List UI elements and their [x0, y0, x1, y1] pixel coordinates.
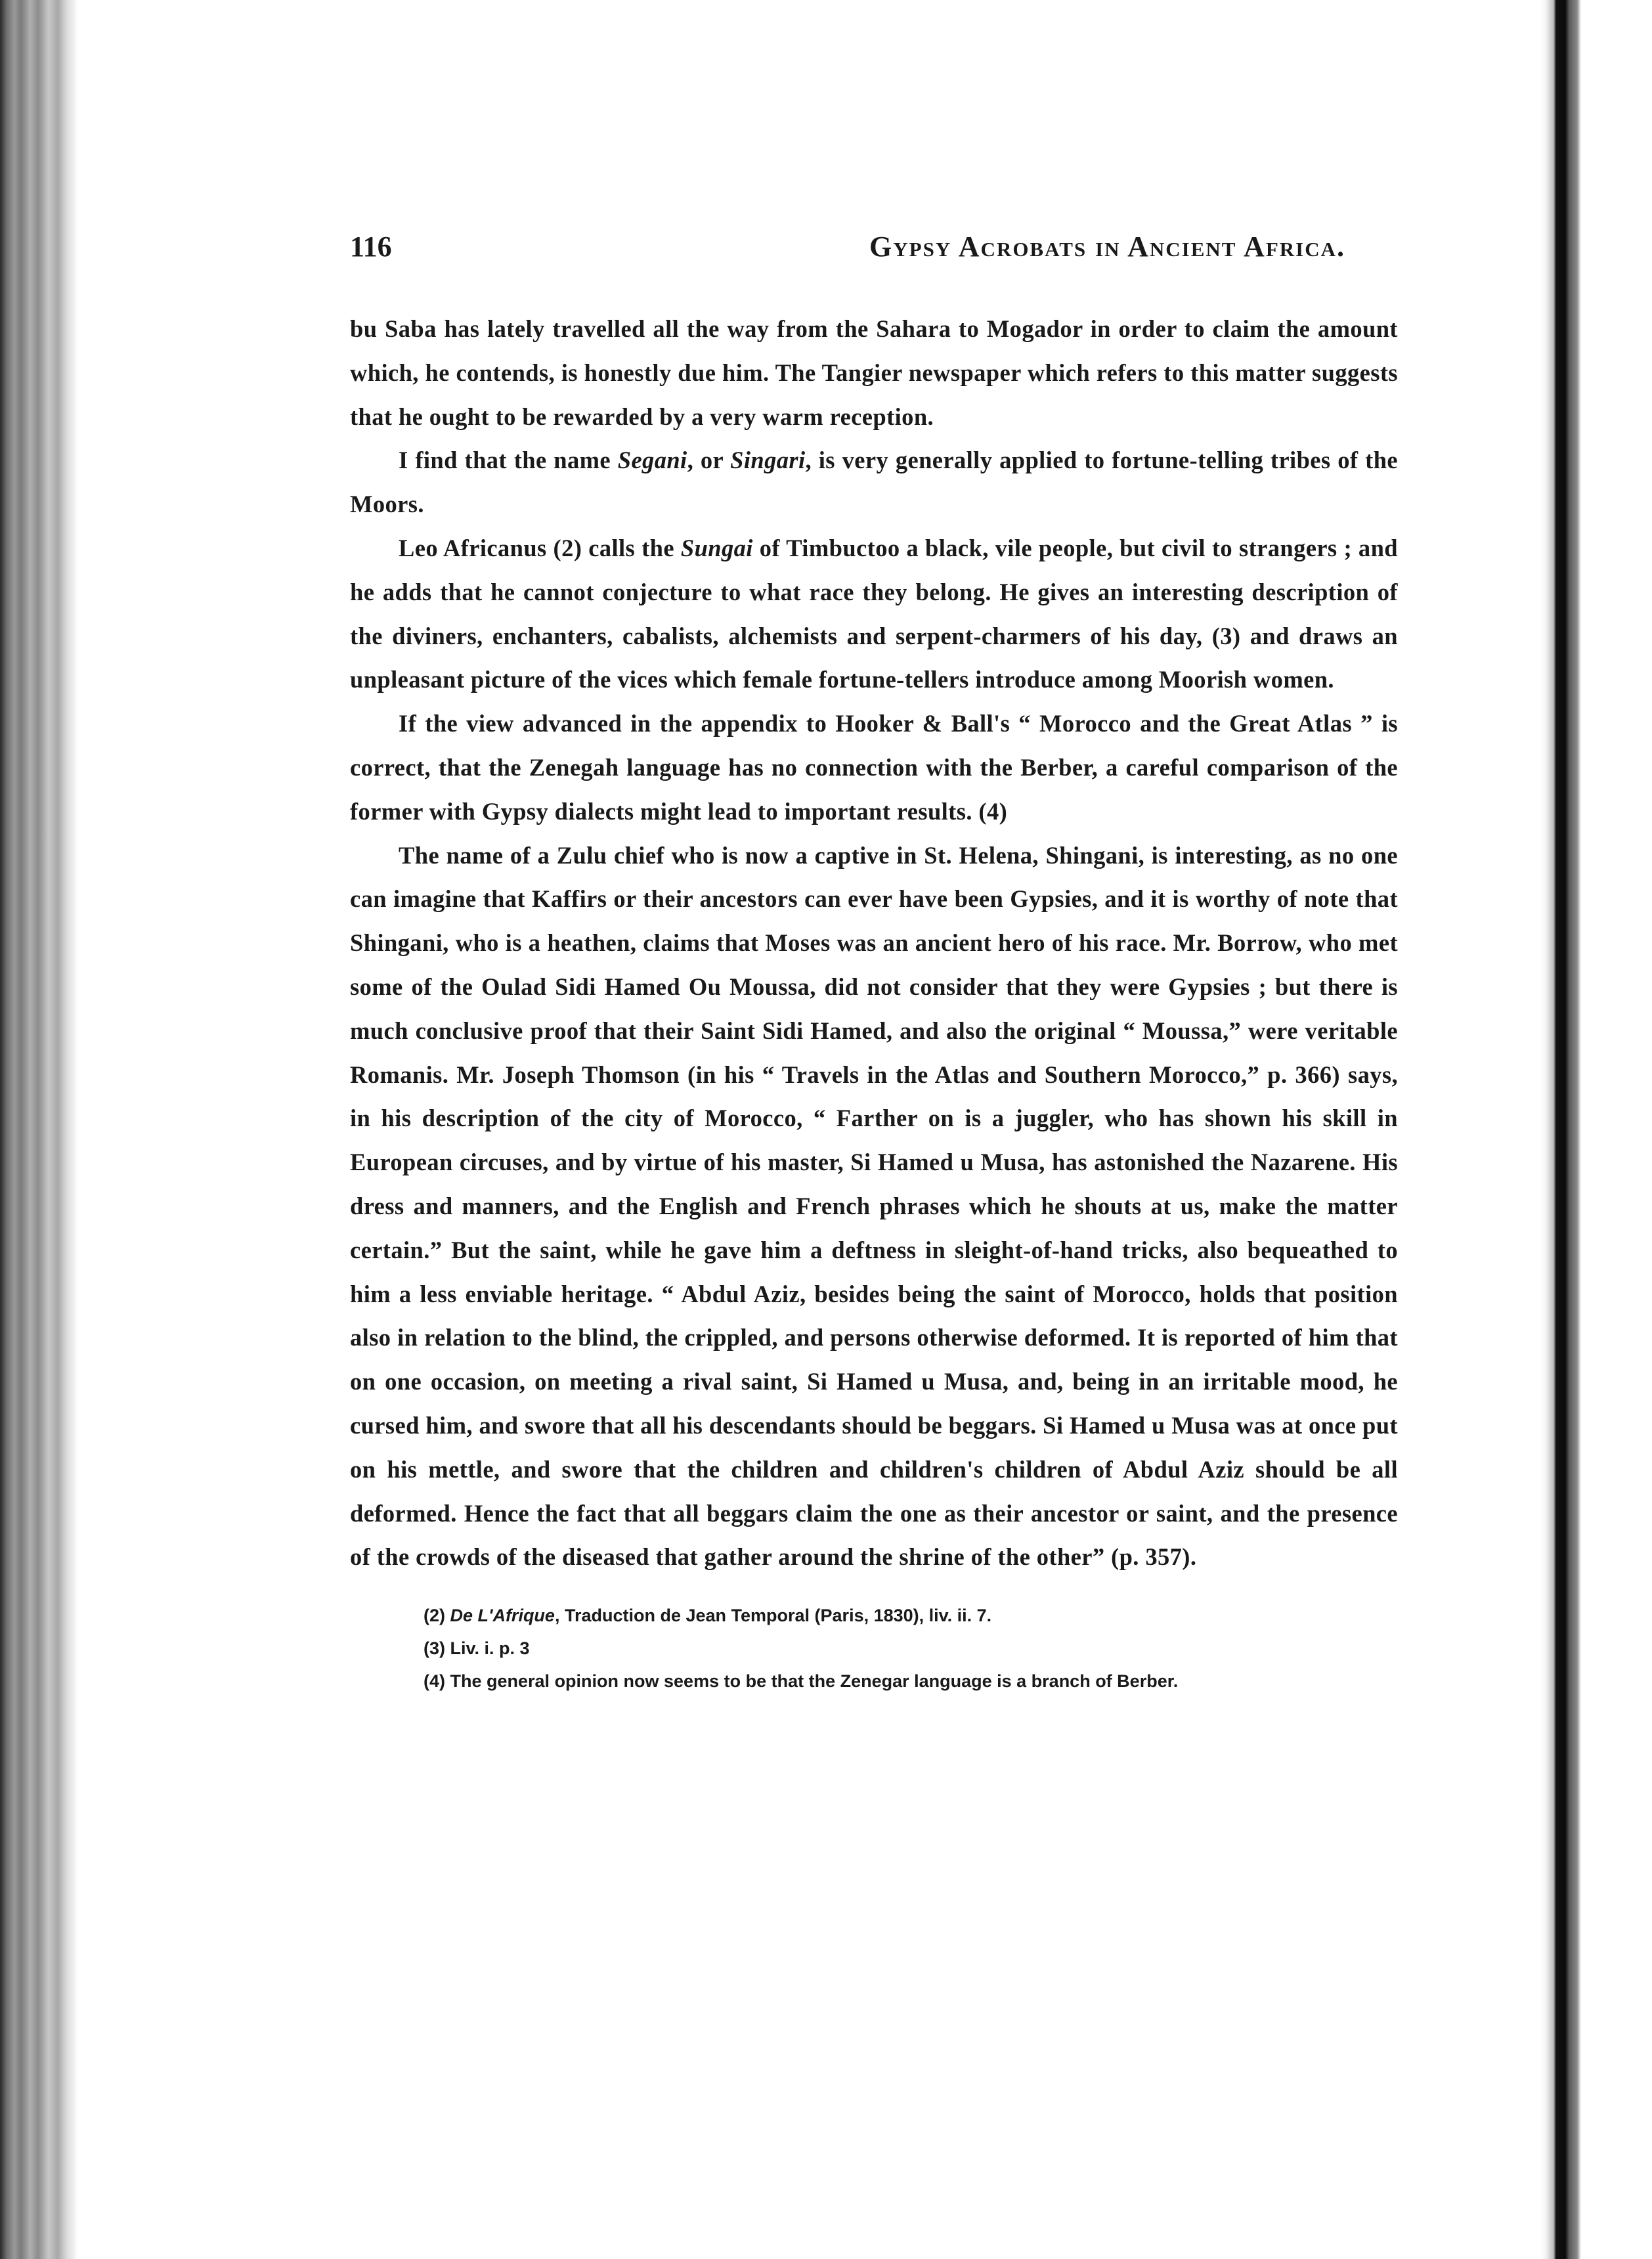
book-binding-edge — [0, 0, 77, 2259]
paragraph: Leo Africanus (2) calls the Sungai of Timbuctoo a black, vile people, but civil to strangers ; and he adds that he cannot conjecture to what race they belong. He gives an interesting description of the diviners, enchanters, cabalists, alchemists and serpent-charmers of his day, (3) and draws an unpleasant picture of the vices which female fortune-tellers introduce among Moorish women. — [350, 534, 1398, 693]
paragraph: bu Saba has lately travelled all the way from the Sahara to Mogador in order to claim the amount which, he contends, is honestly due him. The Tangier newspaper which refers to this matter suggests that he ought to be rewarded by a very warm reception. — [350, 315, 1398, 430]
italic-term: Segani — [617, 447, 687, 474]
footnote: (2) De L'Afrique, Traduction de Jean Temporal (Paris, 1830), liv. ii. 7. — [424, 1606, 992, 1626]
paragraph: If the view advanced in the appendix to Hooker & Ball's “ Morocco and the Great Atlas ” is correct, that the Zenegah language has no connection with the Berber, a careful comparison of the former with Gypsy dialects might lead to important results. (4) — [350, 710, 1398, 825]
footnote: (3) Liv. i. p. 3 — [424, 1638, 530, 1659]
paragraph: I find that the name Segani, or Singari, is very generally applied to fortune-telling tribes of the Moors. — [350, 447, 1398, 518]
footnote: (4) The general opinion now seems to be that the Zenegar language is a branch of Berber. — [424, 1671, 1179, 1692]
footnotes — [350, 1599, 1398, 1698]
page-header — [350, 230, 1398, 276]
running-title: Gypsy Acrobats in Ancient Africa. — [869, 230, 1345, 263]
page-number: 116 — [350, 230, 392, 263]
book-page-edge — [1540, 0, 1652, 2259]
italic-term: Singari — [730, 447, 806, 474]
italic-term: Sungai — [680, 534, 753, 561]
paragraph: The name of a Zulu chief who is now a captive in St. Helena, Shingani, is interesting, as no one can imagine that Kaffirs or their ancestors can ever have been Gypsies, and it is worthy of note that Shingani, who is a heathen, claims that Moses was an ancient hero of his race. Mr. Borrow, who met some of the Oulad Sidi Hamed Ou Moussa, did not consider that they were Gypsies ; but there is much conclusive proof that their Saint Sidi Hamed, and also the original “ Moussa,” were veritable Romanis. Mr. Joseph Thomson (in his “ Travels in the Atlas and Southern Morocco,” p. 366) says, in his description of the city of Morocco, “ Farther on is a juggler, who has shown his skill in European circuses, and by virtue of his master, Si Hamed u Musa, has astonished the Nazarene. His dress and manners, and the English and French phrases which he shouts at us, make the matter certain.” But the saint, while he gave him a deftness in sleight-of-hand tricks, also bequeathed to him a less enviable heritage. “ Abdul Aziz, besides being the saint of Morocco, holds that position also in relation to the blind, the crippled, and persons otherwise deformed. It is reported of him that on one occasion, on meeting a rival saint, Si Hamed u Musa, and, being in an irritable mood, he cursed him, and swore that all his descendants should be beggars. Si Hamed u Musa was at once put on his mettle, and swore that the children and children's children of Abdul Aziz should be all deformed. Hence the fact that all beggars claim the one as their ancestor or saint, and the presence of the crowds of the diseased that gather around the shrine of the other” (p. 357). — [350, 841, 1398, 1571]
book-page — [350, 230, 1398, 1698]
body-text — [350, 307, 1398, 1579]
